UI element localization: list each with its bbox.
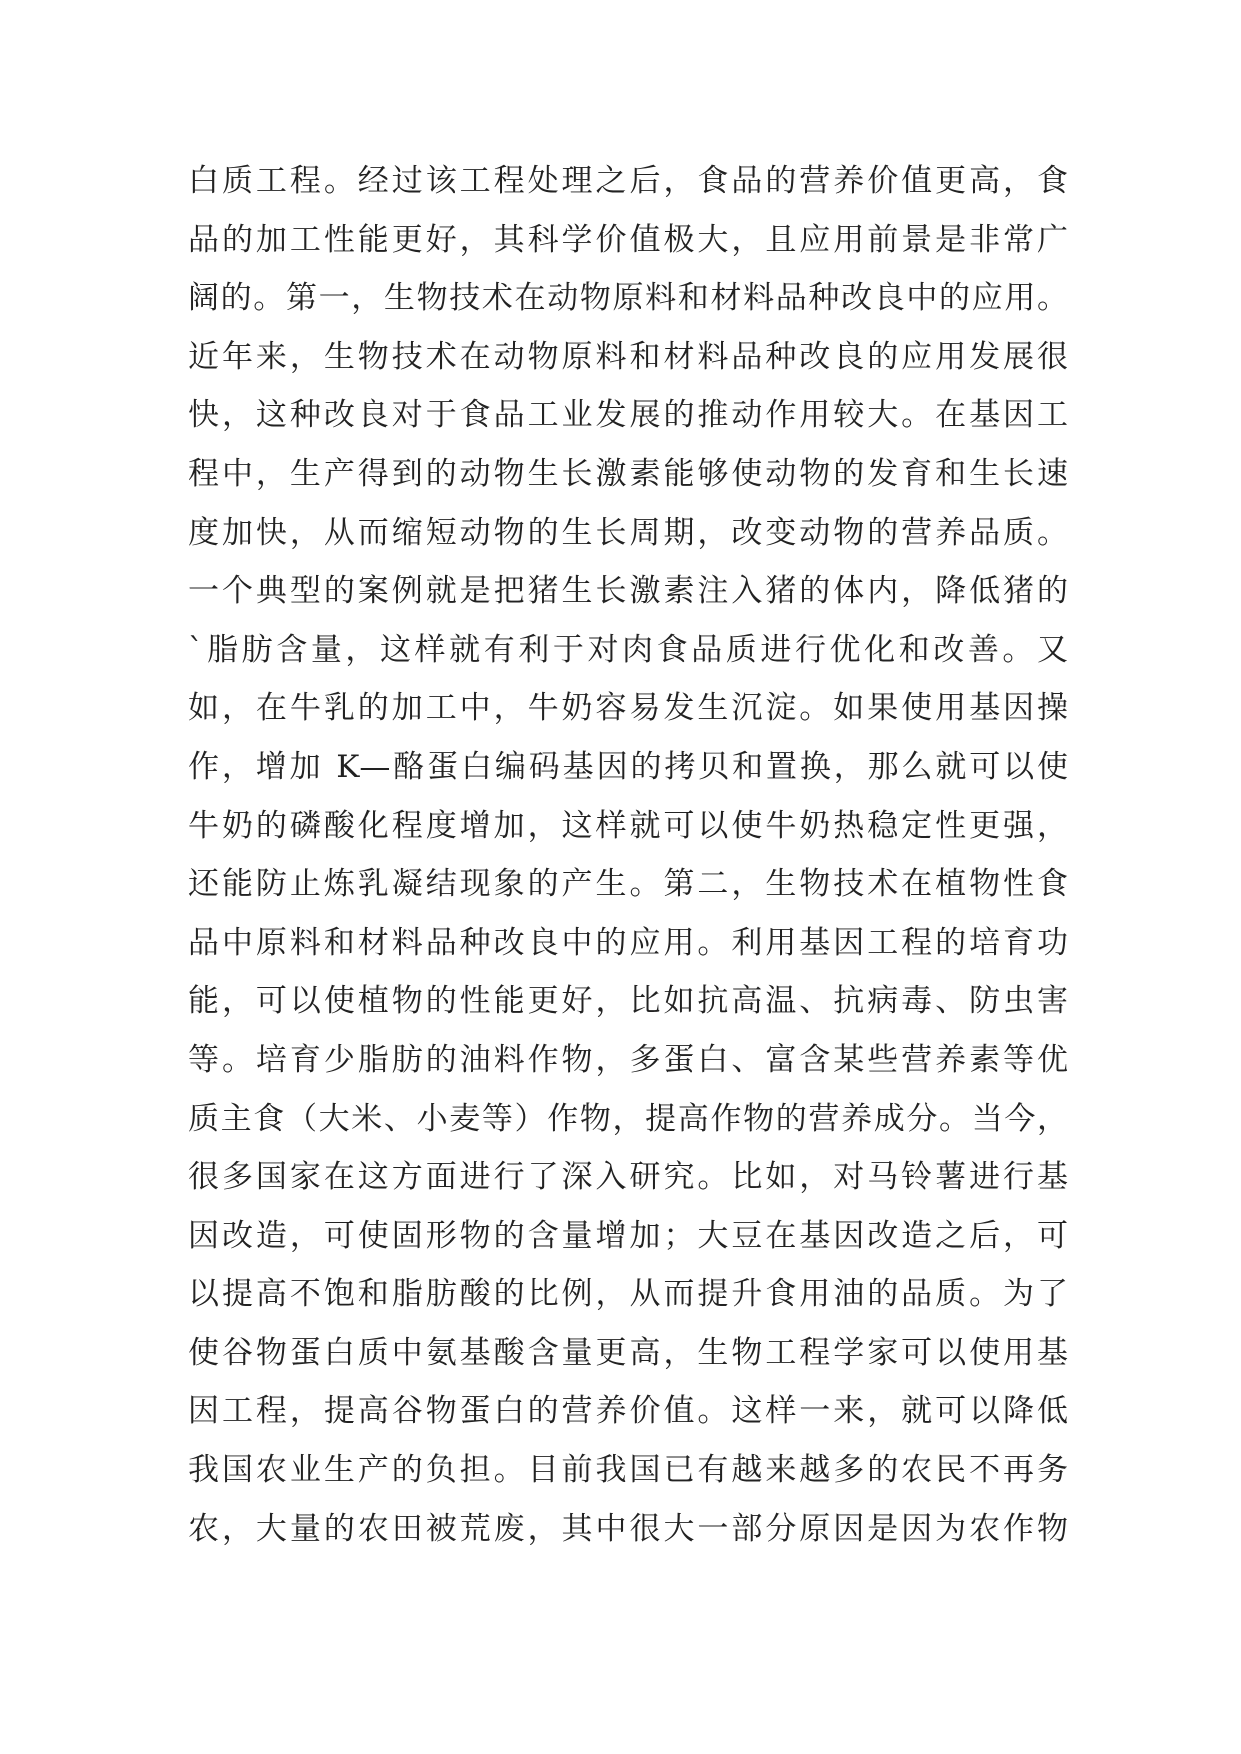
text-line: `脂肪含量，这样就有利于对肉食品质进行优化和改善。又: [188, 631, 1068, 668]
body-text: [188, 152, 1068, 1558]
text-line: 白质工程。经过该工程处理之后，食品的营养价值更高，食: [188, 163, 1068, 199]
text-line: 品中原料和材料品种改良中的应用。利用基因工程的培育功: [188, 924, 1068, 961]
text-line: 使谷物蛋白质中氨基酸含量更高，生物工程学家可以使用基: [188, 1334, 1068, 1371]
text-line: 度加快，从而缩短动物的生长周期，改变动物的营养品质。: [188, 514, 1068, 551]
text-line: 能，可以使植物的性能更好，比如抗高温、抗病毒、防虫害: [188, 983, 1068, 1020]
text-line: 农，大量的农田被荒废，其中很大一部分原因是因为农作物: [188, 1510, 1068, 1547]
text-line: 近年来，生物技术在动物原料和材料品种改良的应用发展很: [188, 338, 1068, 375]
text-line: 质主食（大米、小麦等）作物，提高作物的营养成分。当今，: [188, 1100, 1068, 1137]
text-line: 还能防止炼乳凝结现象的产生。第二，生物技术在植物性食: [188, 866, 1068, 903]
text-line: 一个典型的案例就是把猪生长激素注入猪的体内，降低猪的: [188, 573, 1068, 610]
text-line: 等。培育少脂肪的油料作物，多蛋白、富含某些营养素等优: [188, 1041, 1068, 1078]
text-line: 作，增加 K—酪蛋白编码基因的拷贝和置换，那么就可以使: [188, 748, 1068, 785]
text-line: 因工程，提高谷物蛋白的营养价值。这样一来，就可以降低: [188, 1393, 1068, 1430]
text-line: 阔的。第一，生物技术在动物原料和材料品种改良中的应用。: [188, 280, 1068, 317]
text-line: 以提高不饱和脂肪酸的比例，从而提升食用油的品质。为了: [188, 1276, 1068, 1313]
text-line: 程中，生产得到的动物生长激素能够使动物的发育和生长速: [188, 455, 1068, 492]
text-line: 牛奶的磷酸化程度增加，这样就可以使牛奶热稳定性更强，: [188, 807, 1068, 844]
text-line: 如，在牛乳的加工中，牛奶容易发生沉淀。如果使用基因操: [188, 690, 1068, 727]
text-line: 很多国家在这方面进行了深入研究。比如，对马铃薯进行基: [188, 1159, 1068, 1196]
text-line: 快，这种改良对于食品工业发展的推动作用较大。在基因工: [188, 397, 1068, 434]
text-line: 因改造，可使固形物的含量增加；大豆在基因改造之后，可: [188, 1217, 1068, 1254]
text-line: 我国农业生产的负担。目前我国已有越来越多的农民不再务: [188, 1452, 1068, 1489]
text-line: 品的加工性能更好，其科学价值极大，且应用前景是非常广: [188, 221, 1068, 258]
